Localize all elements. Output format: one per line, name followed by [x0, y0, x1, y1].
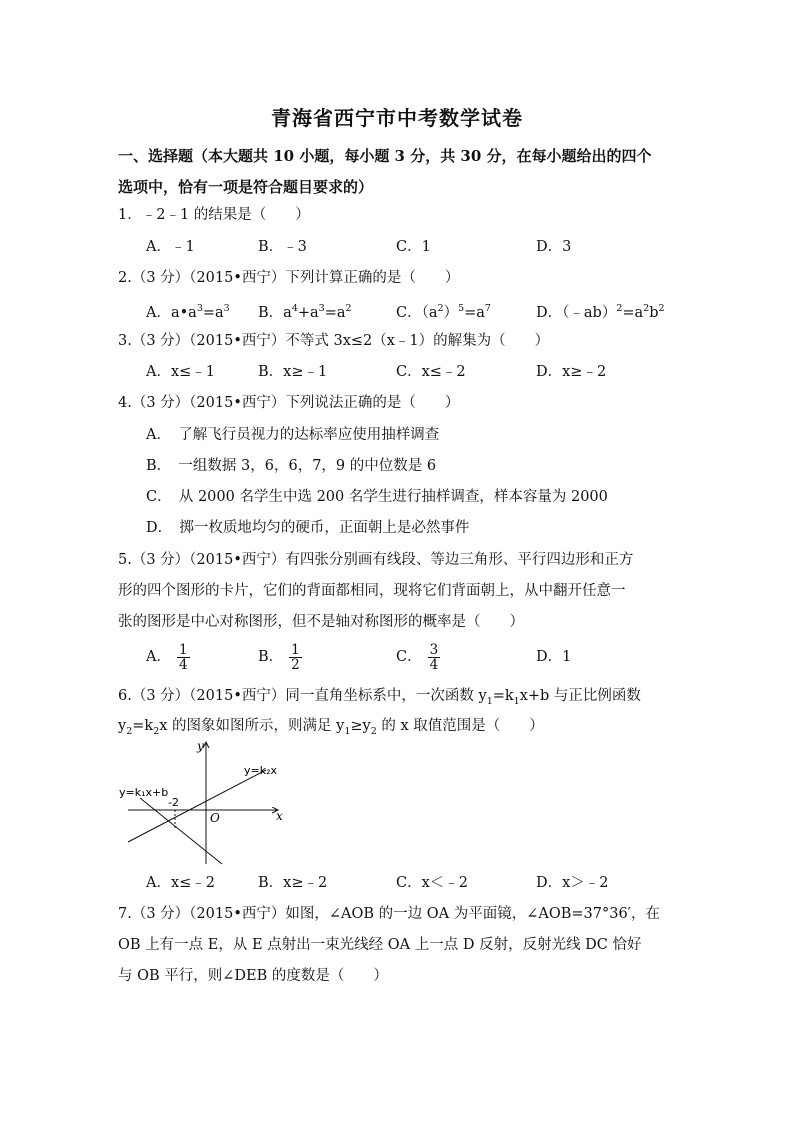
- q6-option-b: B．x≥﹣2: [258, 875, 328, 891]
- question-1-options: [146, 236, 706, 258]
- page-title: 青海省西宁市中考数学试卷: [271, 106, 523, 130]
- line-y1-k1x-b: [140, 798, 222, 864]
- q1-option-a: A．﹣1: [146, 239, 195, 255]
- line2-label: y=k₂x: [244, 764, 278, 777]
- section-heading-line-2: 选项中，恰有一项是符合题目要求的）: [118, 178, 374, 196]
- line-y2-k2x: [128, 770, 266, 842]
- q2-option-b: B．$a^4+a^3=a^2$: [258, 303, 352, 321]
- q3-option-d: D．x≥﹣2: [536, 364, 607, 380]
- q2-option-d: D．$(﹣ab)^2=a^2b^2$: [536, 303, 665, 321]
- q1-option-d: D．3: [536, 239, 572, 255]
- section-heading: [118, 141, 688, 203]
- q4-option-c: C． 从 2000 名学生中选 200 名学生进行抽样调查，样本容量为 2000: [146, 489, 608, 505]
- question-6-line-1: 6.（3 分）（2015•西宁）同一直角坐标系中，一次函数 $y_1=k_1x+b$ 与正比例函数: [118, 688, 641, 707]
- question-1-stem: 1．﹣2﹣1 的结果是（ ）: [118, 207, 310, 223]
- question-6-line-2: $y_2=k_2x$ 的图象如图所示，则满足 $y_1\ge y_2$ 的 x 取值范围是（ ）: [118, 718, 544, 737]
- question-3-stem: 3.（3 分）（2015•西宁）不等式 3x≤2（x﹣1）的解集为（ ）: [118, 333, 550, 349]
- q1-option-b: B．﹣3: [258, 239, 307, 255]
- q2-option-a: A．$a•a^3=a^3$: [146, 303, 230, 321]
- fraction: $\frac{1}{2}$: [291, 641, 300, 673]
- question-7-line-1: 7.（3 分）（2015•西宁）如图，∠AOB 的一边 OA 为平面镜，∠AOB=37°36′，在: [118, 906, 660, 922]
- question-4-stem: 4.（3 分）（2015•西宁）下列说法正确的是（ ）: [118, 395, 460, 411]
- question-2-options: [146, 298, 706, 320]
- q6-option-a: A．x≤﹣2: [146, 875, 216, 891]
- q5-option-a: A． $\frac{1}{4}$: [146, 641, 188, 673]
- q5-option-d: D．1: [536, 649, 572, 665]
- tick-label-neg2: -2: [168, 796, 179, 809]
- question-7-line-2: OB 上有一点 E，从 E 点射出一束光线经 OA 上一点 D 反射，反射光线 DC 恰好: [118, 937, 642, 953]
- q3-option-b: B．x≥﹣1: [258, 364, 328, 380]
- question-2-stem: 2.（3 分）（2015•西宁）下列计算正确的是（ ）: [118, 270, 460, 286]
- question-6-options: [146, 872, 706, 894]
- question-5-options: [146, 640, 706, 674]
- q4-option-d: D． 掷一枚质地均匀的硬币，正面朝上是必然事件: [146, 520, 470, 536]
- q2-option-c: C．$(a^2)^5=a^7$: [396, 303, 491, 321]
- question-5-line-3: 张的图形是中心对称图形，但不是轴对称图形的概率是（ ）: [118, 614, 524, 630]
- line1-label: y=k₁x+b: [119, 786, 169, 799]
- q6-option-c: C．x＜﹣2: [396, 875, 468, 891]
- q5-option-c: C． $\frac{3}{4}$: [396, 641, 439, 673]
- q3-option-c: C．x≤﹣2: [396, 364, 466, 380]
- origin-label: O: [210, 811, 220, 825]
- question-5-line-2: 形的四个图形的卡片，它们的背面都相同，现将它们背面朝上，从中翻开任意一: [118, 583, 626, 599]
- section-heading-line-1: 一、选择题（本大题共 10 小题，每小题 3 分，共 30 分，在每小题给出的四个: [118, 147, 652, 165]
- fraction: $\frac{3}{4}$: [429, 641, 439, 673]
- q3-option-a: A．x≤﹣1: [146, 364, 216, 380]
- question-3-options: [146, 361, 706, 383]
- x-axis-label: x: [276, 809, 283, 823]
- q4-option-a: A． 了解飞行员视力的达标率应使用抽样调查: [146, 427, 440, 443]
- y-axis-label: y: [197, 739, 204, 753]
- q6-option-d: D．x＞﹣2: [536, 875, 609, 891]
- q5-option-b: B． $\frac{1}{2}$: [258, 641, 300, 673]
- q4-option-b: B． 一组数据 3，6，6，7，9 的中位数是 6: [146, 458, 437, 474]
- question-7-line-3: 与 OB 平行，则∠DEB 的度数是（ ）: [118, 968, 388, 984]
- question-5-line-1: 5.（3 分）（2015•西宁）有四张分别画有线段、等边三角形、平行四边形和正方: [118, 552, 634, 568]
- q6-function-graph: [118, 738, 288, 868]
- fraction: $\frac{1}{4}$: [178, 641, 188, 673]
- q1-option-c: C．1: [396, 239, 431, 255]
